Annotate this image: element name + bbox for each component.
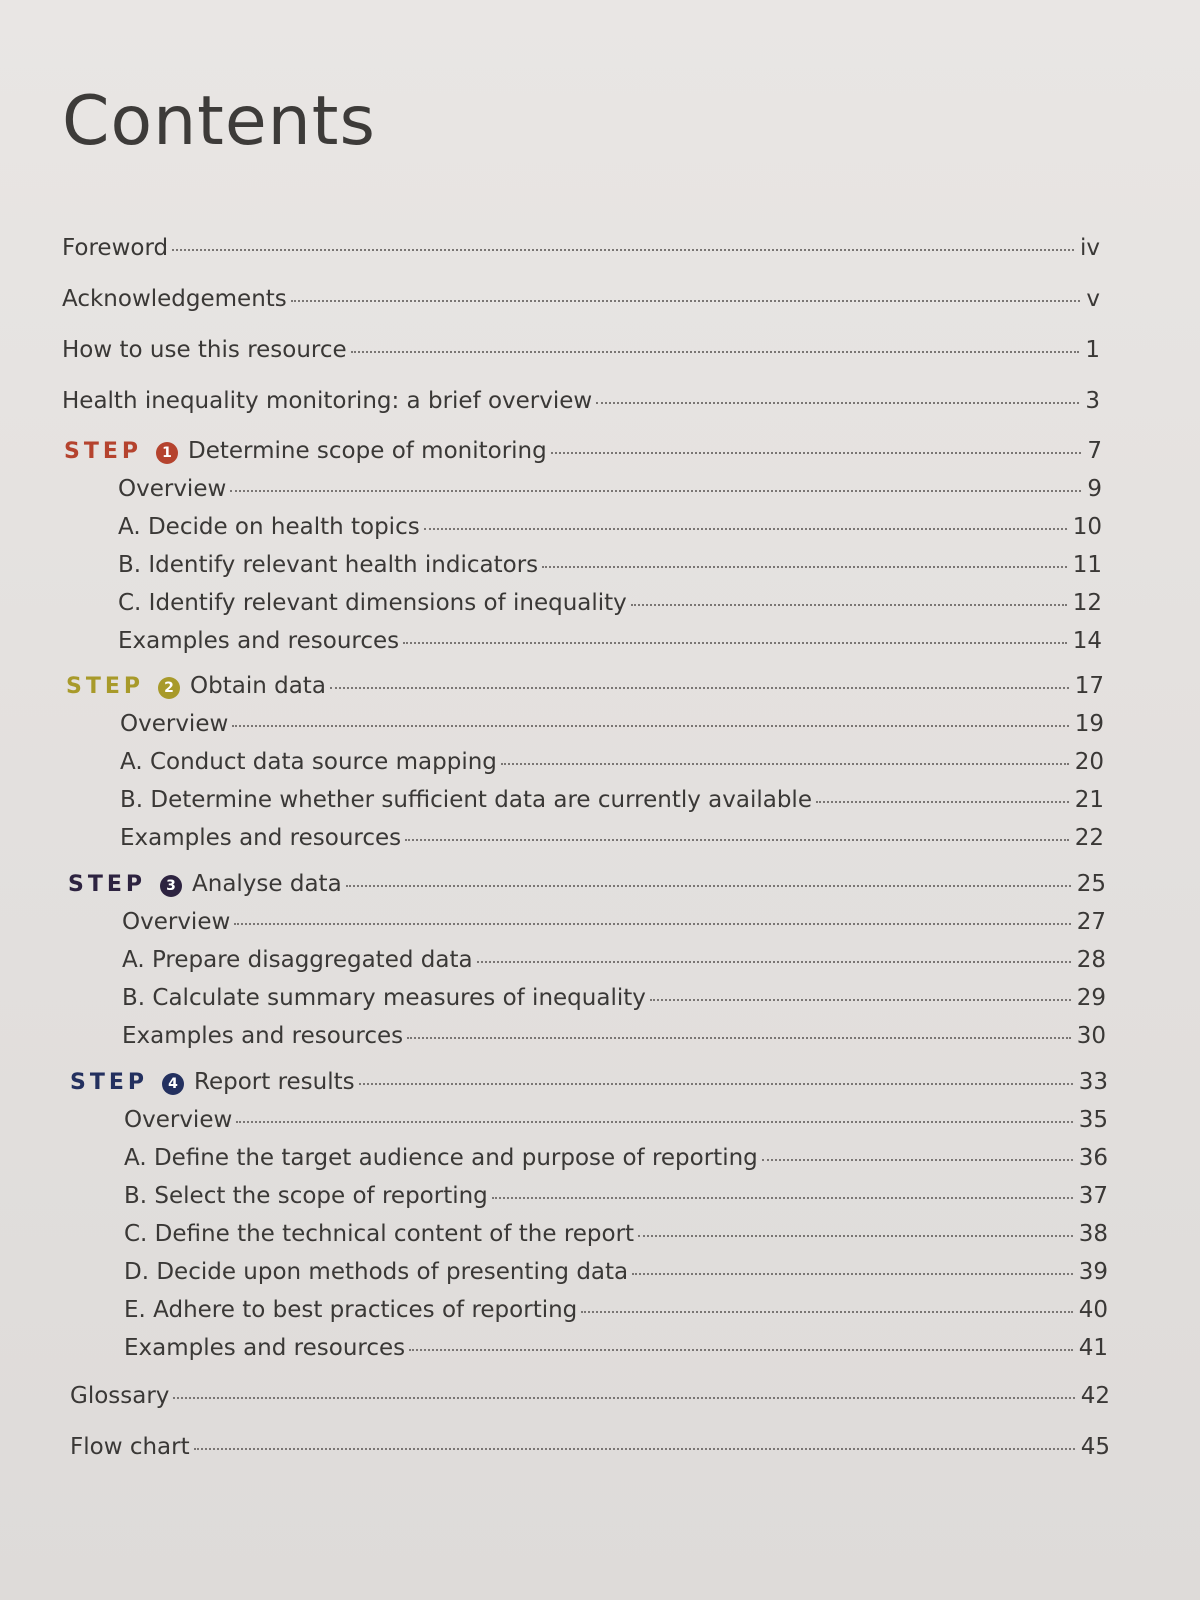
entry-label: Foreword	[62, 235, 169, 261]
dot-leader	[346, 885, 1071, 887]
page-number: 9	[1087, 476, 1102, 502]
dot-leader	[631, 604, 1067, 606]
page-number: 20	[1074, 749, 1104, 775]
dot-leader	[632, 1273, 1073, 1275]
toc-subentry[interactable]	[120, 825, 1104, 851]
entry-label: B. Calculate summary measures of inequality	[122, 985, 646, 1011]
step-number-badge: 1	[156, 442, 178, 464]
entry-label: Examples and resources	[120, 825, 402, 851]
entry-label: B. Identify relevant health indicators	[118, 552, 539, 578]
entry-label: A. Decide on health topics	[118, 514, 420, 540]
entry-label: Health inequality monitoring: a brief overview	[62, 388, 593, 414]
entry-label: Determine scope of monitoring	[188, 438, 547, 464]
toc-subentry[interactable]	[124, 1145, 1108, 1171]
toc-subentry[interactable]	[118, 514, 1102, 540]
toc-subentry[interactable]	[124, 1107, 1108, 1133]
entry-label: Overview	[122, 909, 231, 935]
step-heading[interactable]	[66, 673, 1104, 700]
toc-entry[interactable]	[62, 235, 1100, 261]
entry-label: D. Decide upon methods of presenting data	[124, 1259, 629, 1285]
toc-subentry[interactable]	[118, 590, 1102, 616]
entry-label: A. Conduct data source mapping	[120, 749, 497, 775]
step-tag: STEP	[64, 439, 143, 464]
toc-subentry[interactable]	[124, 1335, 1108, 1361]
dot-leader	[816, 801, 1069, 803]
page-number: 39	[1078, 1259, 1108, 1285]
dot-leader	[351, 351, 1080, 353]
page-number: 17	[1074, 673, 1104, 699]
entry-label: C. Identify relevant dimensions of inequality	[118, 590, 627, 616]
page-number: v	[1086, 286, 1100, 312]
dot-leader	[291, 300, 1081, 302]
dot-leader	[230, 490, 1081, 492]
step-tag: STEP	[70, 1070, 149, 1095]
toc-subentry[interactable]	[120, 787, 1104, 813]
step-tag: STEP	[68, 872, 147, 897]
entry-label: Examples and resources	[118, 628, 400, 654]
page-number: 25	[1076, 871, 1106, 897]
page-number: 21	[1074, 787, 1104, 813]
entry-label: Acknowledgements	[62, 286, 287, 312]
entry-label: Flow chart	[70, 1434, 190, 1460]
dot-leader	[403, 642, 1067, 644]
entry-label: E. Adhere to best practices of reporting	[124, 1297, 578, 1323]
toc-entry[interactable]	[70, 1434, 1110, 1460]
page-number: 14	[1072, 628, 1102, 654]
entry-label: C. Define the technical content of the report	[124, 1221, 635, 1247]
entry-label: Report results	[194, 1069, 355, 1095]
entry-label: B. Determine whether sufficient data are currently available	[120, 787, 812, 813]
page-number: 22	[1074, 825, 1104, 851]
toc-subentry[interactable]	[122, 947, 1106, 973]
dot-leader	[409, 1349, 1073, 1351]
page-number: 40	[1078, 1297, 1108, 1323]
dot-leader	[501, 763, 1069, 765]
page-number: 27	[1076, 909, 1106, 935]
entry-label: Obtain data	[190, 673, 326, 699]
page-number: 35	[1078, 1107, 1108, 1133]
dot-leader	[551, 452, 1082, 454]
entry-label: Overview	[124, 1107, 233, 1133]
page-number: 41	[1078, 1335, 1108, 1361]
page-number: 38	[1078, 1221, 1108, 1247]
dot-leader	[638, 1235, 1073, 1237]
page-number: 42	[1080, 1383, 1110, 1409]
dot-leader	[477, 961, 1071, 963]
dot-leader	[407, 1037, 1071, 1039]
toc-subentry[interactable]	[122, 909, 1106, 935]
page-number: 3	[1085, 388, 1100, 414]
toc-subentry[interactable]	[124, 1297, 1108, 1323]
step-number-badge: 3	[160, 875, 182, 897]
entry-label: Examples and resources	[124, 1335, 406, 1361]
toc-subentry[interactable]	[118, 628, 1102, 654]
page-number: 29	[1076, 985, 1106, 1011]
dot-leader	[172, 249, 1074, 251]
page-number: 11	[1072, 552, 1102, 578]
page-number: 1	[1085, 337, 1100, 363]
step-number-badge: 2	[158, 677, 180, 699]
toc-subentry[interactable]	[120, 749, 1104, 775]
dot-leader	[359, 1083, 1073, 1085]
toc-entry[interactable]	[62, 337, 1100, 363]
toc-subentry[interactable]	[124, 1221, 1108, 1247]
dot-leader	[173, 1397, 1074, 1399]
dot-leader	[330, 687, 1069, 689]
page-number: 10	[1072, 514, 1102, 540]
entry-label: A. Prepare disaggregated data	[122, 947, 473, 973]
toc-subentry[interactable]	[124, 1259, 1108, 1285]
page-number: 37	[1078, 1183, 1108, 1209]
toc-entry[interactable]	[62, 388, 1100, 414]
step-heading[interactable]	[64, 438, 1102, 465]
page-number: 12	[1072, 590, 1102, 616]
entry-label: How to use this resource	[62, 337, 347, 363]
toc-subentry[interactable]	[120, 711, 1104, 737]
dot-leader	[194, 1448, 1075, 1450]
entry-label: B. Select the scope of reporting	[124, 1183, 488, 1209]
entry-label: Glossary	[70, 1383, 170, 1409]
dot-leader	[581, 1311, 1072, 1313]
page-title: Contents	[62, 82, 376, 161]
entry-label: Overview	[120, 711, 229, 737]
dot-leader	[236, 1121, 1072, 1123]
dot-leader	[650, 999, 1071, 1001]
page-number: iv	[1079, 235, 1100, 261]
toc-subentry[interactable]	[118, 476, 1102, 502]
step-number-badge: 4	[162, 1073, 184, 1095]
toc-subentry[interactable]	[122, 1023, 1106, 1049]
page-number: 45	[1080, 1434, 1110, 1460]
toc-subentry[interactable]	[122, 985, 1106, 1011]
page-number: 28	[1076, 947, 1106, 973]
page-number: 36	[1078, 1145, 1108, 1171]
toc-subentry[interactable]	[118, 552, 1102, 578]
entry-label: Analyse data	[192, 871, 342, 897]
dot-leader	[762, 1159, 1073, 1161]
step-heading[interactable]	[70, 1069, 1108, 1096]
dot-leader	[542, 566, 1067, 568]
dot-leader	[596, 402, 1079, 404]
step-heading[interactable]	[68, 871, 1106, 898]
entry-label: A. Define the target audience and purpose of reporting	[124, 1145, 758, 1171]
dot-leader	[234, 923, 1070, 925]
dot-leader	[492, 1197, 1073, 1199]
dot-leader	[232, 725, 1068, 727]
entry-label: Overview	[118, 476, 227, 502]
toc-entry[interactable]	[70, 1383, 1110, 1409]
dot-leader	[424, 528, 1067, 530]
toc-entry[interactable]	[62, 286, 1100, 312]
entry-label: Examples and resources	[122, 1023, 404, 1049]
page-number: 19	[1074, 711, 1104, 737]
step-tag: STEP	[66, 674, 145, 699]
toc-subentry[interactable]	[124, 1183, 1108, 1209]
dot-leader	[405, 839, 1069, 841]
page-number: 7	[1087, 438, 1102, 464]
page-number: 30	[1076, 1023, 1106, 1049]
page-number: 33	[1078, 1069, 1108, 1095]
